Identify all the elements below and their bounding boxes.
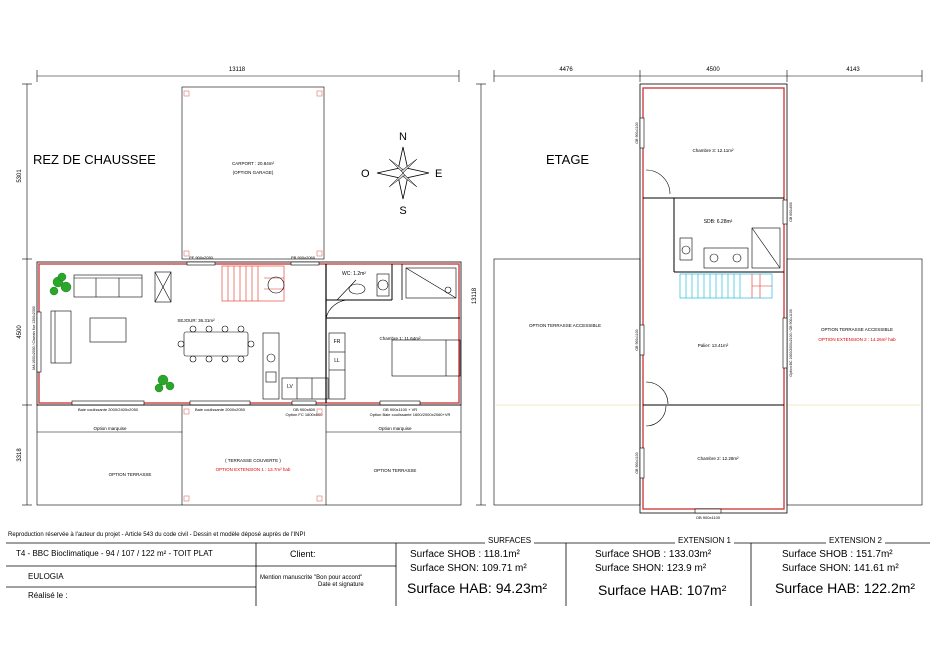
dim-etage-depth: 13118 (472, 287, 478, 305)
option-extension2: OPTION EXTENSION 2 : 14.26m² hab (818, 337, 896, 342)
opening-baie1: Baie coulissante 2000/2400x2050 (77, 407, 139, 412)
dim-rdc-width: 13118 (228, 67, 246, 73)
dim-rdc-carport: 5301 (17, 169, 23, 183)
heading-etage: ETAGE (546, 152, 590, 167)
room-wc: WC: 1.2m² (342, 271, 366, 277)
option-extension1: OPTION EXTENSION 1 : 13.7m² hab (215, 467, 291, 472)
surfaces-title: SURFACES (485, 536, 534, 545)
terrasse-accessible-right: OPTION TERRASSE ACCESSIBLE (821, 327, 893, 332)
compass-s: S (399, 205, 407, 217)
dim-etage-center: 4500 (706, 67, 720, 73)
room-chambre3: Chambre 3: 12.11m² (692, 148, 734, 153)
carport-option: (OPTION GARAGE) (232, 170, 274, 175)
terrasse-couverte: ( TERRASSE COUVERTE ) (225, 458, 281, 463)
compass-rose-icon (377, 147, 429, 199)
copyright-notice: Reproduction réservée à l'auteur du projet - Article 543 du code civil - Dessin et modèle déposé auprès de l'INPI (8, 532, 306, 538)
room-palier: Palier: 13.41m² (697, 343, 729, 348)
rdc-stairs (222, 266, 284, 301)
opening-ob-etage-bottom: OB 900x1100 (695, 515, 721, 520)
opening-ob-ch2: OB 900x1100 (635, 452, 639, 474)
extension2-shob: Surface SHOB : 151.7m² (782, 549, 893, 560)
surfaces-shob: Surface SHOB : 118.1m² (410, 549, 520, 560)
option-marquise-left: Option marquise (93, 426, 127, 431)
extension2-hab: Surface HAB: 122.2m² (775, 580, 916, 596)
option-terrasse-left: OPTION TERRASSE (108, 472, 152, 477)
fixture-lv: LV (287, 384, 293, 390)
opening-ob-ch3: OB 900x1100 (635, 122, 639, 144)
etage-terraces (494, 259, 922, 505)
project-title: T4 - BBC Bioclimatique - 94 / 107 / 122 m² - TOIT PLAT (16, 549, 213, 558)
extension2-shon: Surface SHON: 141.61 m² (782, 563, 899, 574)
sdb-fixtures (680, 228, 780, 268)
extension1-shon: Surface SHON: 123.9 m² (595, 563, 707, 574)
extension1-hab: Surface HAB: 107m² (598, 582, 727, 598)
compass-o: O (361, 168, 370, 180)
opening-side-left: MA 1600x2000 / Chassis fixe 1200x2300 (32, 306, 36, 370)
mention-manuscrite: Mention manuscrite "Bon pour accord" (260, 575, 363, 581)
surfaces-shon: Surface SHON: 109.71 m² (410, 563, 527, 574)
opening-baie2: Baie coulissante 2000x2050 (194, 407, 246, 412)
opening-ob-bottom: OB 900x800 (292, 407, 316, 412)
dim-rdc-terrace: 3318 (17, 448, 23, 462)
plant-icon (50, 273, 174, 392)
realise-le: Réalisé le : (28, 591, 68, 600)
fixture-fr: FR (333, 339, 341, 345)
opening-ob-vr-opt: Option Baie coulissante 1600/2000x2060+VR (369, 412, 451, 417)
date-signature: Date et signature (318, 582, 364, 588)
compass-e: E (435, 168, 443, 180)
room-chambre2: Chambre 2: 12.28m² (697, 456, 739, 461)
room-chambre1: Chambre 1: 11.64m² (379, 336, 421, 341)
room-sejour: SEJOUR: 36.31m² (177, 318, 215, 323)
company-name: EULOGIA (28, 572, 64, 581)
client-label: Client: (290, 549, 316, 559)
option-terrasse-right: OPTION TERRASSE (373, 468, 417, 473)
option-marquise-right: Option marquise (378, 426, 412, 431)
carport-label: CARPORT : 20.84m² (231, 161, 275, 166)
rdc-walls (37, 262, 461, 405)
heading-rdc: REZ DE CHAUSSEE (33, 152, 156, 167)
terrasse-accessible-left: OPTION TERRASSE ACCESSIBLE (529, 323, 601, 328)
opening-ob-palier: OB 900x1100 (635, 329, 639, 351)
etage-stairs (680, 274, 772, 298)
dim-etage-right: 4143 (846, 67, 860, 73)
opening-pb-carport: PB 900x2060 (290, 255, 316, 260)
sejour-furniture (51, 268, 460, 399)
opening-ob-vr: OB 900x1100 + VR (382, 407, 418, 412)
opening-ob-bottom-opt: Option FC 1800x600 (285, 412, 323, 417)
opening-ob-sdb: OB 600x600 (789, 202, 793, 222)
rdc-terrace (37, 405, 461, 505)
extension1-title: EXTENSION 1 (675, 536, 734, 545)
opening-ob-right-long: Option BC 1600/2000x2100 / OB 900x1100 (789, 309, 793, 377)
dim-etage-left: 4476 (559, 67, 573, 73)
extension2-title: EXTENSION 2 (826, 536, 885, 545)
opening-pf-carport: PF 900x2050 (189, 255, 213, 260)
extension1-shob: Surface SHOB : 133.03m² (595, 549, 712, 560)
room-sdb: SDB: 6.28m² (703, 219, 733, 225)
fixture-ll: LL (334, 358, 340, 364)
surfaces-hab: Surface HAB: 94.23m² (407, 580, 548, 596)
compass-n: N (399, 131, 407, 143)
dim-rdc-house: 4500 (17, 325, 23, 339)
